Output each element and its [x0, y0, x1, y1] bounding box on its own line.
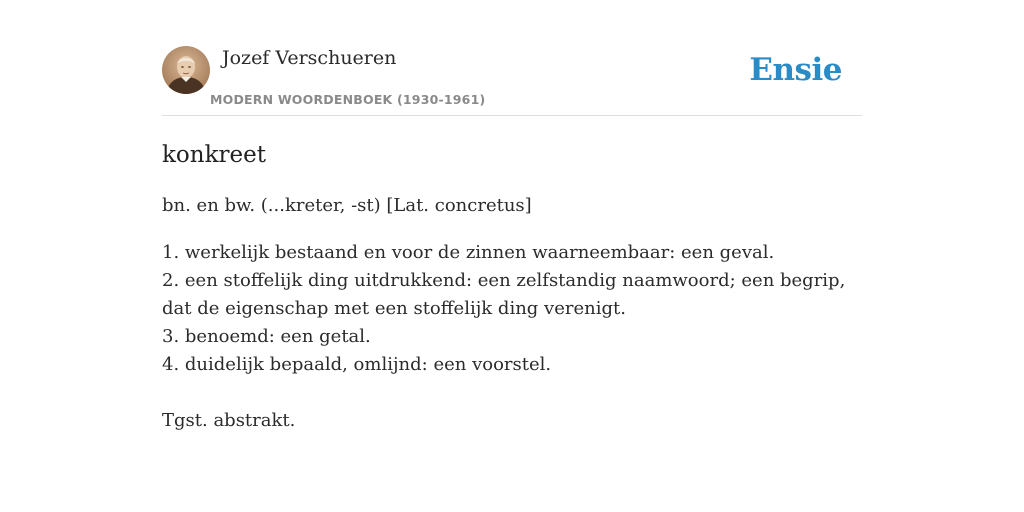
sense-list [162, 239, 867, 379]
source-dictionary[interactable]: MODERN WOORDENBOEK (1930-1961) [210, 92, 486, 107]
entry-header [162, 46, 862, 116]
author-portrait-icon [162, 46, 210, 94]
headword: konkreet [162, 142, 266, 168]
sense-item: 3. benoemd: een getal. [162, 326, 371, 347]
sense-item: 1. werkelijk bestaand en voor de zinnen waarneembaar: een geval. [162, 242, 775, 263]
entry-card [162, 46, 862, 431]
grammar-info: bn. en bw. (...kreter, -st) [Lat. concretus] [162, 195, 532, 216]
ensie-logo[interactable]: Ensie [749, 52, 842, 88]
sense-item: 4. duidelijk bepaald, omlijnd: een voorstel. [162, 354, 552, 375]
sense-item: 2. een stoffelijk ding uitdrukkend: een zelfstandig naamwoord; een begrip, dat de eigenschap met een stoffelijk ding verenigt. [162, 270, 846, 319]
author-avatar[interactable] [162, 46, 210, 94]
antonym-note: Tgst. abstrakt. [162, 410, 296, 431]
author-name[interactable]: Jozef Verschueren [222, 47, 397, 69]
